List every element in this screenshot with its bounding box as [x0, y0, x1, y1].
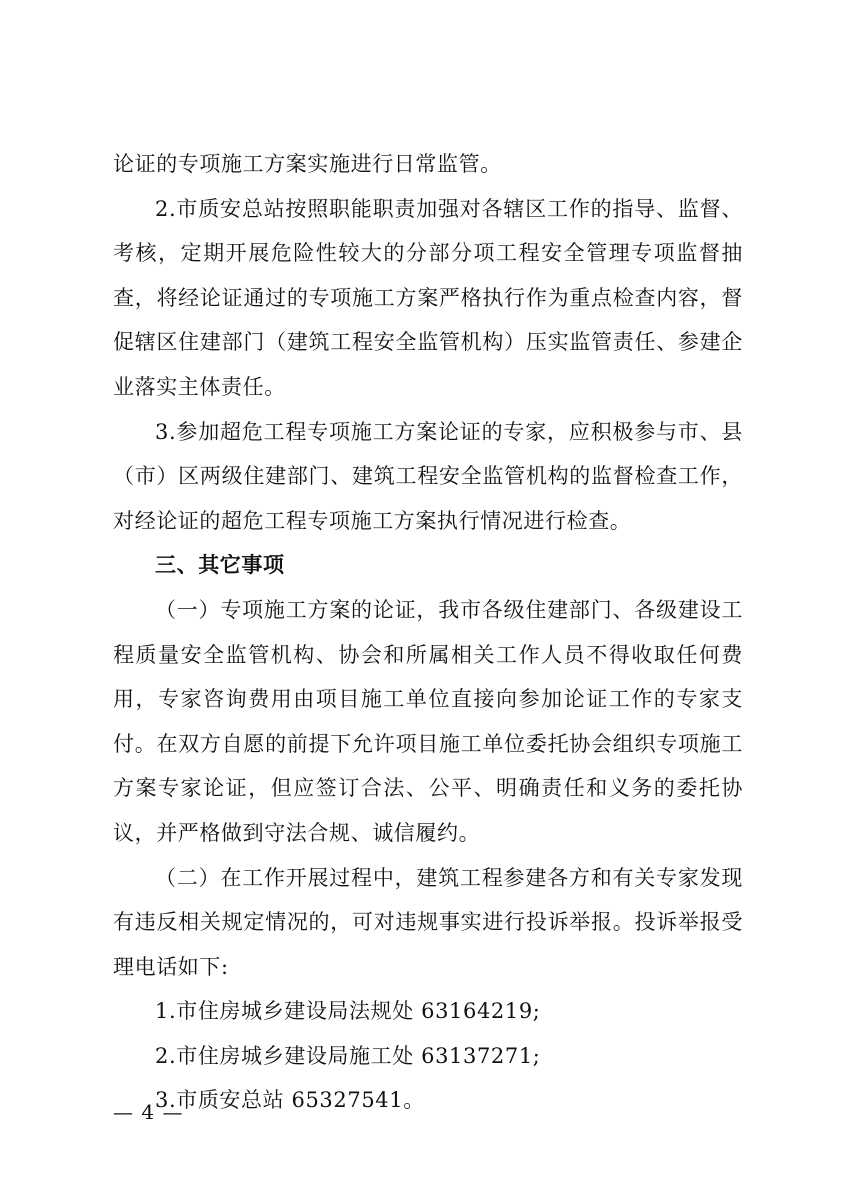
contact-line-3: 3.市质安总站 65327541。	[155, 1088, 425, 1113]
paragraph-item-2: 2.市质安总站按照职能职责加强对各辖区工作的指导、监督、考核，定期开展危险性较大的分部分项工程安全管理专项监督抽查，将经论证通过的专项施工方案严格执行作为重点检查内容，督促辖区住建部门（建筑工程安全监管机构）压实监管责任、参建企业落实主体责任。	[113, 196, 743, 399]
contact-line-2: 2.市住房城乡建设局施工处 63137271;	[155, 1043, 541, 1068]
paragraph-other-1: （一）专项施工方案的论证，我市各级住建部门、各级建设工程质量安全监管机构、协会和所属相关工作人员不得收取任何费用，专家咨询费用由项目施工单位直接向参加论证工作的专家支付。在双方自愿的前提下允许项目施工单位委托协会组织专项施工方案专家论证，但应签订合法、公平、明确责任和义务的委托协议，并严格做到守法合规、诚信履约。	[113, 597, 743, 845]
paragraph-other-2: （二）在工作开展过程中，建筑工程参建各方和有关专家发现有违反相关规定情况的，可对违规事实进行投诉举报。投诉举报受理电话如下:	[113, 865, 743, 979]
contact-line-1: 1.市住房城乡建设局法规处 63164219;	[155, 999, 541, 1024]
section-heading: 三、其它事项	[155, 553, 285, 578]
document-body	[113, 142, 743, 1123]
page-number: — 4 —	[113, 1100, 184, 1124]
paragraph-item-3: 3.参加超危工程专项施工方案论证的专家，应积极参与市、县（市）区两级住建部门、建筑工程安全监管机构的监督检查工作，对经论证的超危工程专项施工方案执行情况进行检查。	[113, 419, 743, 533]
paragraph-continuation: 论证的专项施工方案实施进行日常监管。	[113, 152, 502, 176]
